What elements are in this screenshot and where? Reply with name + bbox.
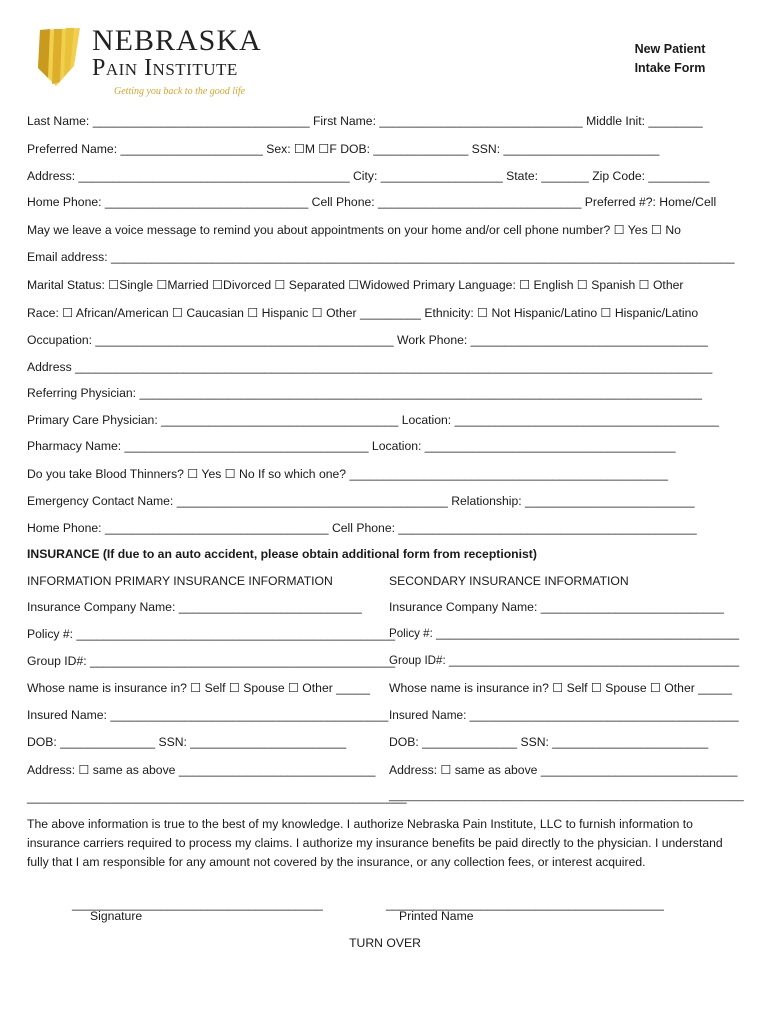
brand-name: NEBRASKA [92,24,262,57]
referring-physician-row[interactable]: Referring Physician: ___________________________________________________________________________________ [27,386,703,400]
secondary-insured-name-row[interactable]: Insured Name: _________________________________________ [389,708,739,722]
logo [30,22,290,102]
secondary-company-row[interactable]: Insurance Company Name: ___________________________ [389,600,724,614]
occupation-row[interactable]: Occupation: ____________________________________________ Work Phone: ___________________________________ [27,333,708,347]
preferred-name-row[interactable]: Preferred Name: _____________________ Sex: ☐M ☐F DOB: ______________ SSN: _______________________ [27,142,660,156]
primary-address-line2[interactable]: ________________________________________________________ [27,790,407,804]
signature-line[interactable]: _____________________________________ [72,897,323,911]
email-row[interactable]: Email address: ____________________________________________________________________________________________ [27,250,735,264]
secondary-dob-row[interactable]: DOB: ______________ SSN: _______________________ [389,735,709,749]
phone-row[interactable]: Home Phone: ______________________________ Cell Phone: ______________________________ Preferred #?: Home/Cell [27,195,717,209]
brand-tagline: Getting you back to the good life [114,86,246,97]
address2-row[interactable]: Address ______________________________________________________________________________________________ [27,360,713,374]
secondary-policy-row[interactable]: Policy #: _______________________________________________ [389,627,740,640]
brand-subtitle: Pain Institute [92,55,238,81]
form-title-line1: New Patient [634,42,706,56]
secondary-whose-name-row[interactable]: Whose name is insurance in? ☐ Self ☐ Spouse ☐ Other _____ [389,681,733,695]
marital-status-row[interactable]: Marital Status: ☐Single ☐Married ☐Divorced ☐ Separated ☐Widowed Primary Language: ☐ English ☐ Spanish ☐ Other [27,278,684,292]
primary-group-row[interactable]: Group ID#: _____________________________________________ [27,654,396,668]
secondary-address-row[interactable]: Address: ☐ same as above _____________________________ [389,763,738,777]
primary-policy-row[interactable]: Policy #: _______________________________________________ [27,627,396,641]
printed-name-label: Printed Name [399,909,474,923]
pharmacy-row[interactable]: Pharmacy Name: ____________________________________ Location: _____________________________________ [27,439,676,453]
voice-message-row[interactable]: May we leave a voice message to remind you about appointments on your home and/or cell phone number? ☐ Yes ☐ No [27,223,681,237]
turn-over-note: TURN OVER [349,936,421,950]
secondary-group-row[interactable]: Group ID#: _____________________________________________ [389,654,740,667]
primary-address-row[interactable]: Address: ☐ same as above _____________________________ [27,763,376,777]
emergency-phone-row[interactable]: Home Phone: _________________________________ Cell Phone: ____________________________________________ [27,521,697,535]
primary-company-row[interactable]: Insurance Company Name: ___________________________ [27,600,362,614]
signature-label: Signature [90,909,143,923]
race-row[interactable]: Race: ☐ African/American ☐ Caucasian ☐ Hispanic ☐ Other _________ Ethnicity: ☐ Not Hispanic/Latino ☐ Hispanic/Latino [27,306,699,320]
primary-insured-name-row[interactable]: Insured Name: _________________________________________ [27,708,389,722]
primary-care-row[interactable]: Primary Care Physician: ___________________________________ Location: _______________________________________ [27,413,719,427]
form-title-line2: Intake Form [634,61,706,75]
insurance-heading: INSURANCE (If due to an auto accident, please obtain additional form from receptionist) [27,547,537,561]
secondary-address-line2[interactable]: ________________________________________________________ [389,790,744,802]
primary-whose-name-row[interactable]: Whose name is insurance in? ☐ Self ☐ Spouse ☐ Other _____ [27,681,371,695]
primary-dob-row[interactable]: DOB: ______________ SSN: _______________________ [27,735,347,749]
address-row[interactable]: Address: ________________________________________ City: __________________ State: _______ Zip Code: _________ [27,169,710,183]
form-title [600,40,740,78]
printed-name-line[interactable]: _________________________________________ [386,897,664,911]
blood-thinners-row[interactable]: Do you take Blood Thinners? ☐ Yes ☐ No If so which one? _______________________________________________ [27,467,669,481]
logo-mark-icon [30,26,86,88]
emergency-contact-row[interactable]: Emergency Contact Name: ________________________________________ Relationship: _________________________ [27,494,695,508]
name-row[interactable]: Last Name: ________________________________ First Name: ______________________________ Middle Init: ________ [27,114,703,128]
secondary-insurance-heading: SECONDARY INSURANCE INFORMATION [389,574,629,588]
primary-insurance-heading: INFORMATION PRIMARY INSURANCE INFORMATION [27,574,333,588]
authorization-paragraph: The above information is true to the best of my knowledge. I authorize Nebraska Pain Institute, LLC to furnish information to insurance carriers required to process my claims. I authorize my insurance benefits be paid directly to the physician. I understand fully that I am responsible for any amount not covered by the insurance, or any collection fees, or interest acquired. [27,817,723,869]
